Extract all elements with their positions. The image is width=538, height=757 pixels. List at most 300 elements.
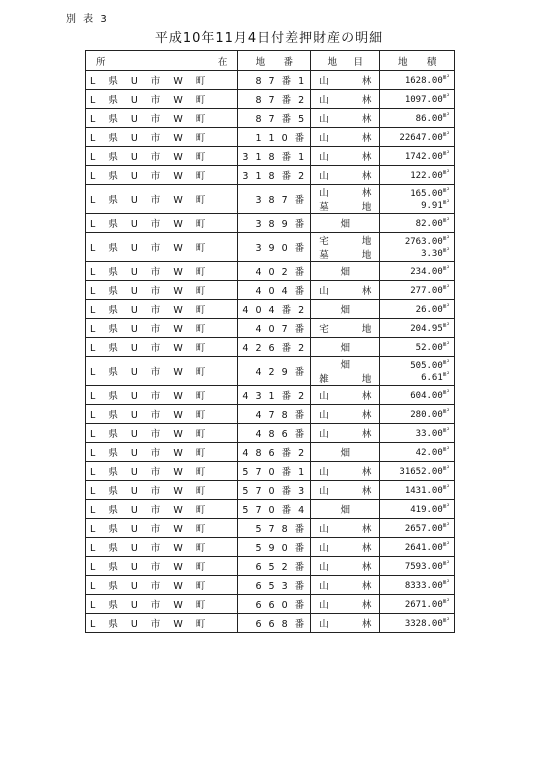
area-unit: m²	[442, 247, 450, 254]
area-unit: m²	[442, 265, 450, 272]
land-category-line	[315, 521, 375, 535]
land-category-char: 山	[319, 114, 329, 125]
land-category-line	[315, 483, 375, 497]
area-unit: m²	[442, 74, 450, 81]
lot-number-cell: 6 6 0 番	[238, 595, 311, 614]
lot-number-cell: 4 2 9 番	[238, 357, 311, 386]
land-category-line	[315, 233, 375, 247]
land-category-char: 畑	[340, 360, 351, 371]
table-row	[86, 319, 455, 338]
land-category-char: 墓	[319, 202, 329, 213]
table-row	[86, 128, 455, 147]
area-line	[384, 371, 450, 383]
header-location	[86, 51, 238, 71]
area-value: 7593.00	[404, 562, 443, 572]
table-row	[86, 519, 455, 538]
area-cell	[380, 338, 455, 357]
location-cell: L 県 U 市 W 町	[86, 338, 238, 357]
area-line	[384, 187, 450, 199]
area-line	[384, 341, 450, 353]
land-category-line	[315, 426, 375, 440]
location-cell: L 県 U 市 W 町	[86, 109, 238, 128]
area-unit: m²	[442, 617, 450, 624]
land-category-char: 林	[361, 543, 372, 554]
area-cell	[380, 481, 455, 500]
area-cell	[380, 166, 455, 185]
table-row	[86, 262, 455, 281]
area-cell	[380, 614, 455, 633]
land-category-line	[315, 302, 375, 316]
area-unit: m²	[442, 465, 450, 472]
area-value: 2641.00	[404, 543, 443, 553]
land-category-cell	[311, 281, 380, 300]
land-category-char: 山	[319, 486, 329, 497]
area-value: 165.00	[410, 189, 443, 199]
area-value: 419.00	[410, 505, 443, 515]
land-category-cell	[311, 319, 380, 338]
appendix-label: 別 表 3	[66, 14, 109, 25]
land-category-cell	[311, 519, 380, 538]
lot-number-cell: 8 7 番 5	[238, 109, 311, 128]
area-cell	[380, 462, 455, 481]
land-category-line	[315, 616, 375, 630]
lot-number-cell: 4 8 6 番	[238, 424, 311, 443]
header-location-a: 所	[96, 56, 106, 68]
land-category-cell	[311, 481, 380, 500]
lot-number-cell: 4 2 6 番 2	[238, 338, 311, 357]
location-cell: L 県 U 市 W 町	[86, 214, 238, 233]
land-category-char: 林	[361, 171, 372, 182]
location-cell: L 県 U 市 W 町	[86, 481, 238, 500]
area-unit: m²	[442, 389, 450, 396]
land-category-line	[315, 73, 375, 87]
land-category-line	[315, 168, 375, 182]
land-category-char: 墓	[319, 250, 329, 261]
table-row	[86, 233, 455, 262]
area-line	[384, 446, 450, 458]
area-unit: m²	[442, 235, 450, 242]
area-line	[384, 93, 450, 105]
header-lot-b: 番	[283, 56, 293, 68]
land-category-char: 林	[361, 524, 372, 535]
table-row	[86, 386, 455, 405]
area-unit: m²	[442, 371, 450, 378]
area-cell	[380, 500, 455, 519]
header-category-b: 目	[353, 56, 364, 68]
land-category-char: 林	[361, 619, 372, 630]
land-category-line	[315, 371, 375, 385]
header-lot-a: 地	[255, 56, 266, 68]
area-cell	[380, 386, 455, 405]
area-unit: m²	[442, 169, 450, 176]
land-category-char: 山	[319, 581, 329, 592]
land-category-char: 畑	[340, 448, 351, 459]
area-cell	[380, 576, 455, 595]
land-category-cell	[311, 576, 380, 595]
location-cell: L 県 U 市 W 町	[86, 185, 238, 214]
location-cell: L 県 U 市 W 町	[86, 500, 238, 519]
area-line	[384, 284, 450, 296]
area-line	[384, 579, 450, 591]
area-line	[384, 484, 450, 496]
land-category-char: 山	[319, 286, 329, 297]
land-category-char: 山	[319, 600, 329, 611]
land-category-char: 山	[319, 467, 329, 478]
table-row	[86, 281, 455, 300]
area-unit: m²	[442, 112, 450, 119]
area-unit: m²	[442, 427, 450, 434]
location-cell: L 県 U 市 W 町	[86, 614, 238, 633]
land-category-cell	[311, 538, 380, 557]
land-category-char: 林	[361, 152, 372, 163]
lot-number-cell: 6 6 8 番	[238, 614, 311, 633]
land-category-char: 林	[361, 95, 372, 106]
land-category-cell	[311, 338, 380, 357]
area-line	[384, 199, 450, 211]
land-category-char: 林	[361, 486, 372, 497]
table-row	[86, 71, 455, 90]
area-unit: m²	[442, 579, 450, 586]
land-category-char: 山	[319, 76, 329, 87]
table-row	[86, 614, 455, 633]
area-value: 26.00	[415, 305, 443, 315]
lot-number-cell: 4 0 2 番	[238, 262, 311, 281]
land-category-line	[315, 597, 375, 611]
area-cell	[380, 90, 455, 109]
land-category-char: 林	[361, 391, 372, 402]
land-category-char: 山	[319, 152, 329, 163]
area-cell	[380, 71, 455, 90]
land-category-char: 山	[319, 171, 329, 182]
location-cell: L 県 U 市 W 町	[86, 147, 238, 166]
land-category-char: 山	[319, 133, 329, 144]
land-category-line	[315, 540, 375, 554]
land-category-cell	[311, 262, 380, 281]
table-row	[86, 166, 455, 185]
lot-number-cell: 3 8 7 番	[238, 185, 311, 214]
table-row	[86, 443, 455, 462]
location-cell: L 県 U 市 W 町	[86, 233, 238, 262]
area-line	[384, 131, 450, 143]
area-line	[384, 598, 450, 610]
land-category-char: 林	[361, 286, 372, 297]
area-unit: m²	[442, 93, 450, 100]
land-category-cell	[311, 109, 380, 128]
area-unit: m²	[442, 150, 450, 157]
lot-number-cell: 5 7 0 番 3	[238, 481, 311, 500]
table-row	[86, 185, 455, 214]
area-line	[384, 427, 450, 439]
table-row	[86, 109, 455, 128]
location-cell: L 県 U 市 W 町	[86, 538, 238, 557]
area-value: 1097.00	[404, 95, 443, 105]
area-value: 52.00	[415, 343, 443, 353]
land-category-char: 宅	[319, 236, 329, 247]
area-value: 604.00	[410, 391, 443, 401]
land-category-line	[315, 357, 375, 371]
area-line	[384, 303, 450, 315]
area-cell	[380, 557, 455, 576]
area-cell	[380, 262, 455, 281]
area-cell	[380, 233, 455, 262]
lot-number-cell: 3 9 0 番	[238, 233, 311, 262]
land-category-line	[315, 199, 375, 213]
lot-number-cell: 3 8 9 番	[238, 214, 311, 233]
table-row	[86, 90, 455, 109]
area-unit: m²	[442, 446, 450, 453]
location-cell: L 県 U 市 W 町	[86, 424, 238, 443]
land-category-char: 山	[319, 429, 329, 440]
land-category-char: 山	[319, 543, 329, 554]
land-category-char: 林	[361, 429, 372, 440]
header-category-a: 地	[327, 56, 337, 68]
area-value: 6.61	[421, 373, 443, 383]
area-value: 2671.00	[404, 600, 443, 610]
table-row	[86, 538, 455, 557]
area-unit: m²	[442, 522, 450, 529]
land-category-char: 畑	[340, 505, 351, 516]
land-category-char: 林	[361, 133, 372, 144]
area-value: 1742.00	[404, 152, 443, 162]
area-unit: m²	[442, 341, 450, 348]
area-unit: m²	[442, 217, 450, 224]
land-category-char: 林	[361, 188, 372, 199]
area-value: 33.00	[415, 429, 443, 439]
area-value: 8333.00	[404, 581, 443, 591]
land-category-cell	[311, 462, 380, 481]
area-value: 280.00	[410, 410, 443, 420]
table-row	[86, 576, 455, 595]
area-value: 86.00	[415, 114, 443, 124]
land-category-cell	[311, 90, 380, 109]
lot-number-cell: 5 7 8 番	[238, 519, 311, 538]
land-category-char: 山	[319, 410, 329, 421]
area-cell	[380, 214, 455, 233]
land-category-char: 林	[361, 562, 372, 573]
area-line	[384, 465, 450, 477]
land-category-line	[315, 111, 375, 125]
area-unit: m²	[442, 598, 450, 605]
area-cell	[380, 319, 455, 338]
land-category-cell	[311, 614, 380, 633]
land-category-char: 林	[361, 76, 372, 87]
land-category-cell	[311, 357, 380, 386]
land-category-line	[315, 559, 375, 573]
land-category-char: 山	[319, 188, 329, 199]
area-unit: m²	[442, 484, 450, 491]
area-value: 2763.00	[404, 237, 443, 247]
area-line	[384, 522, 450, 534]
table-row	[86, 214, 455, 233]
location-cell: L 県 U 市 W 町	[86, 71, 238, 90]
land-category-char: 地	[361, 236, 372, 247]
land-category-cell	[311, 557, 380, 576]
land-category-line	[315, 149, 375, 163]
area-line	[384, 359, 450, 371]
land-category-char: 畑	[340, 343, 351, 354]
land-category-cell	[311, 185, 380, 214]
area-value: 277.00	[410, 286, 443, 296]
lot-number-cell: 1 1 0 番	[238, 128, 311, 147]
area-value: 22647.00	[399, 133, 443, 143]
location-cell: L 県 U 市 W 町	[86, 576, 238, 595]
land-category-cell	[311, 128, 380, 147]
location-cell: L 県 U 市 W 町	[86, 357, 238, 386]
area-cell	[380, 424, 455, 443]
area-value: 2657.00	[404, 524, 443, 534]
area-cell	[380, 281, 455, 300]
land-category-cell	[311, 443, 380, 462]
table-row	[86, 424, 455, 443]
land-category-line	[315, 185, 375, 199]
area-unit: m²	[442, 408, 450, 415]
location-cell: L 県 U 市 W 町	[86, 90, 238, 109]
area-line	[384, 74, 450, 86]
area-line	[384, 389, 450, 401]
table-row	[86, 595, 455, 614]
location-cell: L 県 U 市 W 町	[86, 262, 238, 281]
land-category-line	[315, 407, 375, 421]
area-unit: m²	[442, 359, 450, 366]
land-category-char: 山	[319, 562, 329, 573]
area-line	[384, 617, 450, 629]
land-category-char: 山	[319, 619, 329, 630]
area-value: 9.91	[421, 201, 443, 211]
area-cell	[380, 185, 455, 214]
area-unit: m²	[442, 560, 450, 567]
lot-number-cell: 6 5 2 番	[238, 557, 311, 576]
lot-number-cell: 4 3 1 番 2	[238, 386, 311, 405]
land-category-char: 地	[361, 202, 372, 213]
lot-number-cell: 5 9 0 番	[238, 538, 311, 557]
area-line	[384, 322, 450, 334]
header-land-category	[311, 51, 380, 71]
area-value: 1628.00	[404, 76, 443, 86]
land-category-cell	[311, 233, 380, 262]
area-unit: m²	[442, 199, 450, 206]
land-category-char: 畑	[340, 219, 351, 230]
area-line	[384, 247, 450, 259]
land-category-char: 地	[361, 324, 372, 335]
document-title: 平成10年11月4日付差押財産の明細	[154, 31, 384, 46]
location-cell: L 県 U 市 W 町	[86, 519, 238, 538]
land-category-char: 地	[361, 250, 372, 261]
area-value: 505.00	[410, 361, 443, 371]
location-cell: L 県 U 市 W 町	[86, 557, 238, 576]
area-cell	[380, 443, 455, 462]
table-row	[86, 500, 455, 519]
area-value: 122.00	[410, 171, 443, 181]
land-category-cell	[311, 595, 380, 614]
area-line	[384, 217, 450, 229]
lot-number-cell: 5 7 0 番 1	[238, 462, 311, 481]
location-cell: L 県 U 市 W 町	[86, 319, 238, 338]
lot-number-cell: 4 8 6 番 2	[238, 443, 311, 462]
table-row	[86, 338, 455, 357]
area-line	[384, 560, 450, 572]
land-category-char: 林	[361, 467, 372, 478]
area-value: 3328.00	[404, 619, 443, 629]
area-value: 3.30	[421, 249, 443, 259]
land-category-cell	[311, 214, 380, 233]
table-row	[86, 357, 455, 386]
area-unit: m²	[442, 284, 450, 291]
property-table	[85, 50, 455, 633]
area-value: 1431.00	[404, 486, 443, 496]
land-category-char: 山	[319, 95, 329, 106]
area-unit: m²	[442, 541, 450, 548]
area-cell	[380, 300, 455, 319]
area-unit: m²	[442, 187, 450, 194]
area-unit: m²	[442, 303, 450, 310]
header-area-b: 積	[426, 56, 437, 68]
area-cell	[380, 519, 455, 538]
land-category-line	[315, 578, 375, 592]
land-category-cell	[311, 405, 380, 424]
area-line	[384, 112, 450, 124]
area-value: 82.00	[415, 219, 443, 229]
land-category-char: 宅	[319, 324, 329, 335]
land-category-line	[315, 321, 375, 335]
location-cell: L 県 U 市 W 町	[86, 462, 238, 481]
location-cell: L 県 U 市 W 町	[86, 300, 238, 319]
land-category-cell	[311, 386, 380, 405]
land-category-cell	[311, 424, 380, 443]
lot-number-cell: 5 7 0 番 4	[238, 500, 311, 519]
lot-number-cell: 8 7 番 2	[238, 90, 311, 109]
lot-number-cell: 4 0 4 番	[238, 281, 311, 300]
area-value: 31652.00	[399, 467, 443, 477]
area-value: 204.95	[410, 324, 443, 334]
header-location-b: 在	[217, 56, 228, 68]
land-category-line	[315, 445, 375, 459]
table-row	[86, 405, 455, 424]
land-category-line	[315, 216, 375, 230]
location-cell: L 県 U 市 W 町	[86, 166, 238, 185]
table-row	[86, 300, 455, 319]
area-cell	[380, 147, 455, 166]
lot-number-cell: 6 5 3 番	[238, 576, 311, 595]
land-category-line	[315, 340, 375, 354]
area-cell	[380, 128, 455, 147]
land-category-line	[315, 283, 375, 297]
land-category-cell	[311, 147, 380, 166]
land-category-cell	[311, 300, 380, 319]
land-category-cell	[311, 166, 380, 185]
land-category-char: 畑	[340, 305, 351, 316]
table-row	[86, 481, 455, 500]
lot-number-cell: 8 7 番 1	[238, 71, 311, 90]
land-category-char: 山	[319, 524, 329, 535]
table-row	[86, 147, 455, 166]
land-category-line	[315, 502, 375, 516]
land-category-char: 林	[361, 600, 372, 611]
area-cell	[380, 405, 455, 424]
land-category-cell	[311, 71, 380, 90]
land-category-cell	[311, 500, 380, 519]
location-cell: L 県 U 市 W 町	[86, 443, 238, 462]
table-row	[86, 462, 455, 481]
lot-number-cell: 4 7 8 番	[238, 405, 311, 424]
header-area	[380, 51, 455, 71]
land-category-char: 林	[361, 114, 372, 125]
area-line	[384, 150, 450, 162]
lot-number-cell: 3 1 8 番 1	[238, 147, 311, 166]
area-unit: m²	[442, 322, 450, 329]
lot-number-cell: 3 1 8 番 2	[238, 166, 311, 185]
land-category-char: 林	[361, 410, 372, 421]
land-category-line	[315, 130, 375, 144]
